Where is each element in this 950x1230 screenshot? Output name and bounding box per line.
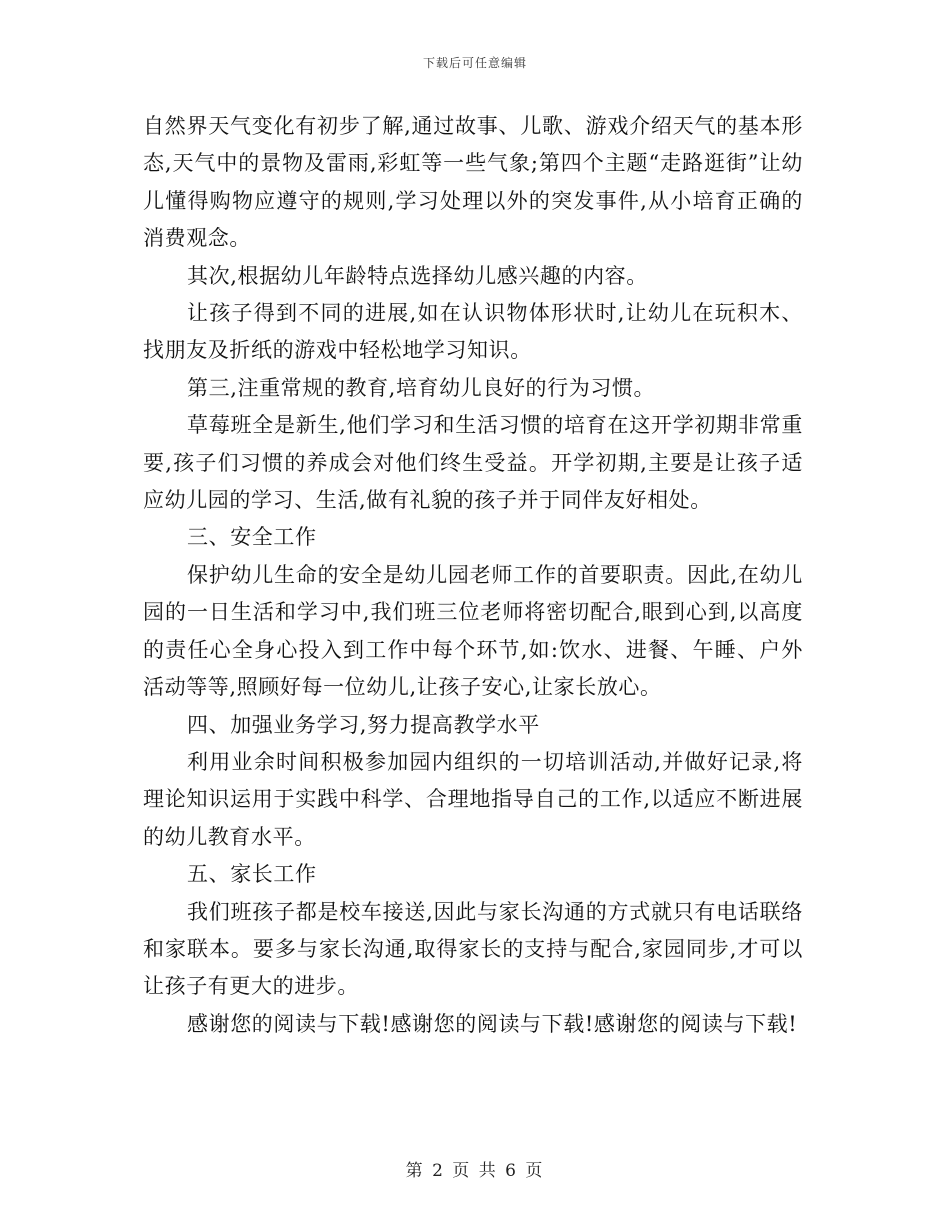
section-heading: 三、安全工作 (187, 525, 317, 550)
footer-prefix: 第 (405, 1161, 425, 1181)
closing-note: 感谢您的阅读与下载!感谢您的阅读与下载!感谢您的阅读与下载! (187, 1011, 798, 1036)
page-header: 下载后可任意编辑 (422, 56, 527, 70)
section-heading: 五、家长工作 (187, 862, 317, 887)
paragraph: 利用业余时间积极参加园内组织的一切培训活动,并做好记录,将理论知识运用于实践中科学、合理地指导自己的工作,以适应不断进展的幼儿教育水平。 (143, 749, 803, 849)
paragraph: 保护幼儿生命的安全是幼儿园老师工作的首要职责。因此,在幼儿园的一日生活和学习中,我们班三位老师将密切配合,眼到心到,以高度的责任心全身心投入到工作中每个环节,如:饮水、进餐、午睡、户外活动等等,照顾好每一位幼儿,让孩子安心,让家长放心。 (143, 562, 803, 700)
paragraph: 自然界天气变化有初步了解,通过故事、儿歌、游戏介绍天气的基本形态,天气中的景物及雷雨,彩虹等一些气象;第四个主题“走路逛街”让幼儿懂得购物应遵守的规则,学习处理以外的突发事件,从小培育正确的消费观念。 (143, 114, 803, 251)
footer-middle: 页 共 (452, 1161, 498, 1181)
document-body (143, 108, 803, 1043)
total-pages: 6 (505, 1161, 518, 1181)
paragraph: 让孩子得到不同的进展,如在认识物体形状时,让幼儿在玩积木、找朋友及折纸的游戏中轻松地学习知识。 (143, 301, 803, 363)
paragraph: 我们班孩子都是校车接送,因此与家长沟通的方式就只有电话联络和家联本。要多与家长沟通,取得家长的支持与配合,家园同步,才可以让孩子有更大的进步。 (143, 899, 803, 999)
paragraph: 其次,根据幼儿年龄特点选择幼儿感兴趣的内容。 (187, 263, 648, 288)
page-number: 2 (432, 1161, 445, 1181)
paragraph: 第三,注重常规的教育,培育幼儿良好的行为习惯。 (187, 375, 656, 400)
footer-suffix: 页 (525, 1161, 545, 1181)
page-footer (0, 1156, 950, 1181)
paragraph: 草莓班全是新生,他们学习和生活习惯的培育在这开学初期非常重要,孩子们习惯的养成会对他们终生受益。开学初期,主要是让孩子适应幼儿园的学习、生活,做有礼貌的孩子并于同伴友好相处。 (143, 413, 803, 513)
section-heading: 四、加强业务学习,努力提高教学水平 (187, 712, 540, 737)
